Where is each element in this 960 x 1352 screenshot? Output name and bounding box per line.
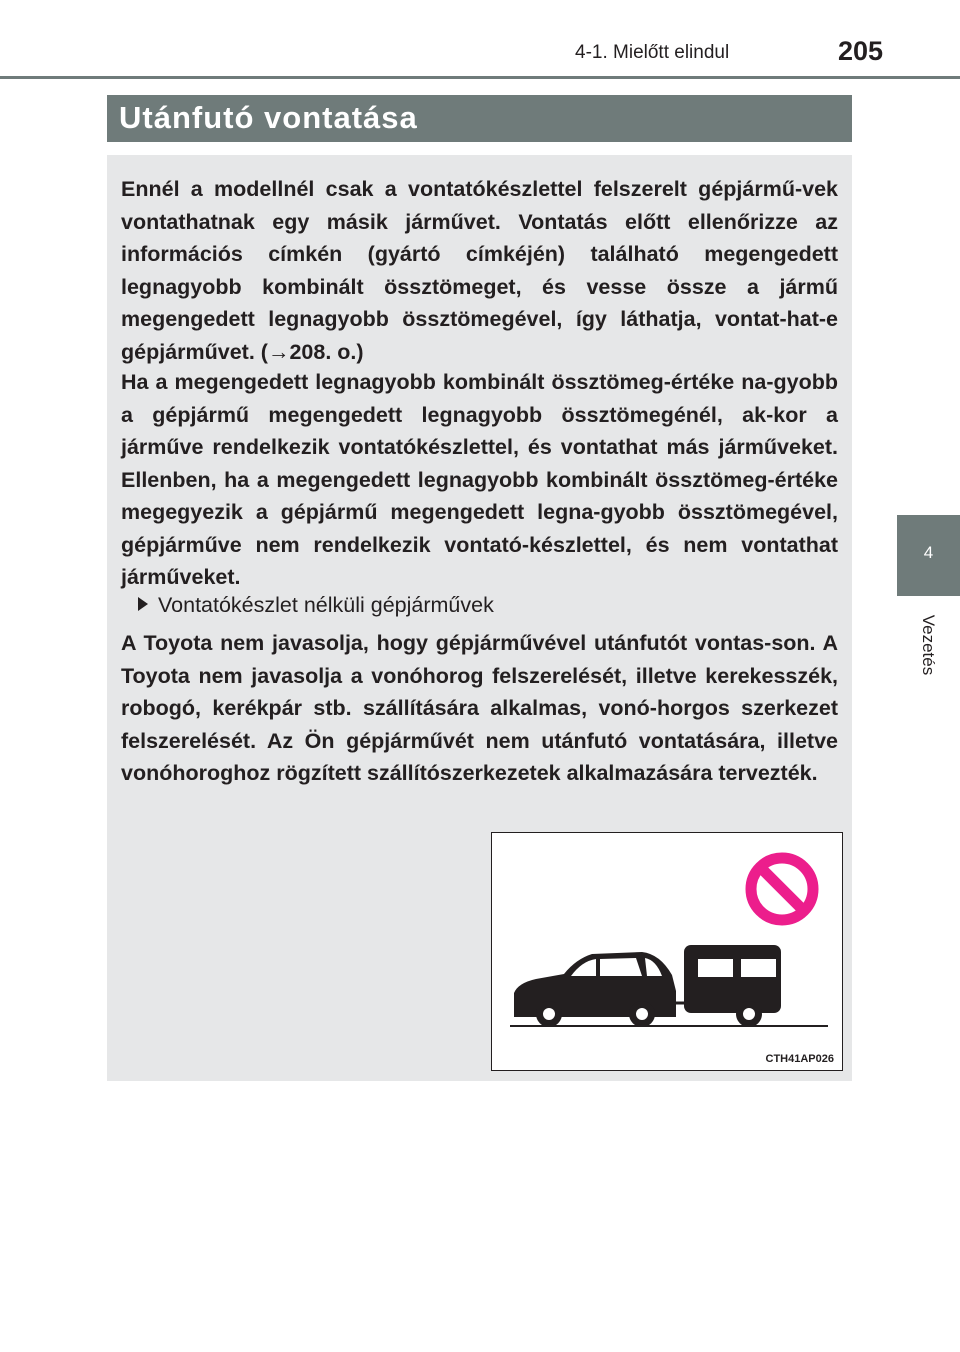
trailer-icon [684, 945, 781, 1027]
triangle-bullet-icon [138, 597, 148, 611]
chapter-label: Vezetés [919, 614, 938, 676]
paragraph-weight-comparison: Ha a megengedett legnagyobb kombinált össztömeg-értéke na-gyobb a gépjármű megengedett legnagyobb össztömegénél, ak-kor a járműve rendelkezik vontatókészlettel, és vontathat más járműveket. Ellenben, ha a megengedett legnagyobb kombinált össztömeg-értéke megegyezik a gépjármű megengedett legna-gyobb össztömegével, gépjárműve nem rendelkezik vontató-készlettel, és nem vontathat járműveket. [121, 370, 838, 589]
page-number: 205 [838, 36, 884, 66]
header-section-title: 4-1. Mielőtt elindul [575, 42, 730, 63]
chapter-tab[interactable] [897, 515, 960, 596]
title-bar [107, 95, 852, 142]
prohibition-icon [751, 858, 813, 920]
content-panel [107, 155, 852, 1081]
car-icon [514, 952, 684, 1027]
paragraph-toyota-advice: A Toyota nem javasolja, hogy gépjárművével utánfutót vontas-son. A Toyota nem javasolja a vonóhorog felszerelését, illetve kerekesszék, robogó, kerékpár stb. szállítására alkalmas, vonó-horgos szerkezet felszerelését. Az Ön gépjárművét nem utánfutó vontatására, illetve vonóhoroghoz rögzített szállítószerkezetek alkalmazására tervezték. [121, 631, 838, 785]
paragraph-intro: Ennél a modellnél csak a vontatókészlettel felszerelt gépjármű-vek vontathatnak egy másik járművet. Vontatás előtt ellenőrizze az információs címkén (gyártó címkéjén) található megengedett legnagyobb kombinált össztömeget, és vesse össze a jármű megengedett legnagyobb össztömegével, így láthatja, vontat-hat-e gépjárművet. (→208. o.) [121, 177, 838, 364]
chapter-number: 4 [923, 543, 934, 562]
subheading [138, 589, 494, 621]
page-title: Utánfutó vontatása [119, 100, 418, 135]
header-divider [0, 76, 960, 79]
figure-code: CTH41AP026 [765, 1053, 834, 1065]
subheading-text: Vontatókészlet nélküli gépjárművek [158, 593, 494, 617]
car-towing-trailer-illustration [492, 833, 844, 1072]
towing-prohibited-figure [491, 832, 843, 1071]
